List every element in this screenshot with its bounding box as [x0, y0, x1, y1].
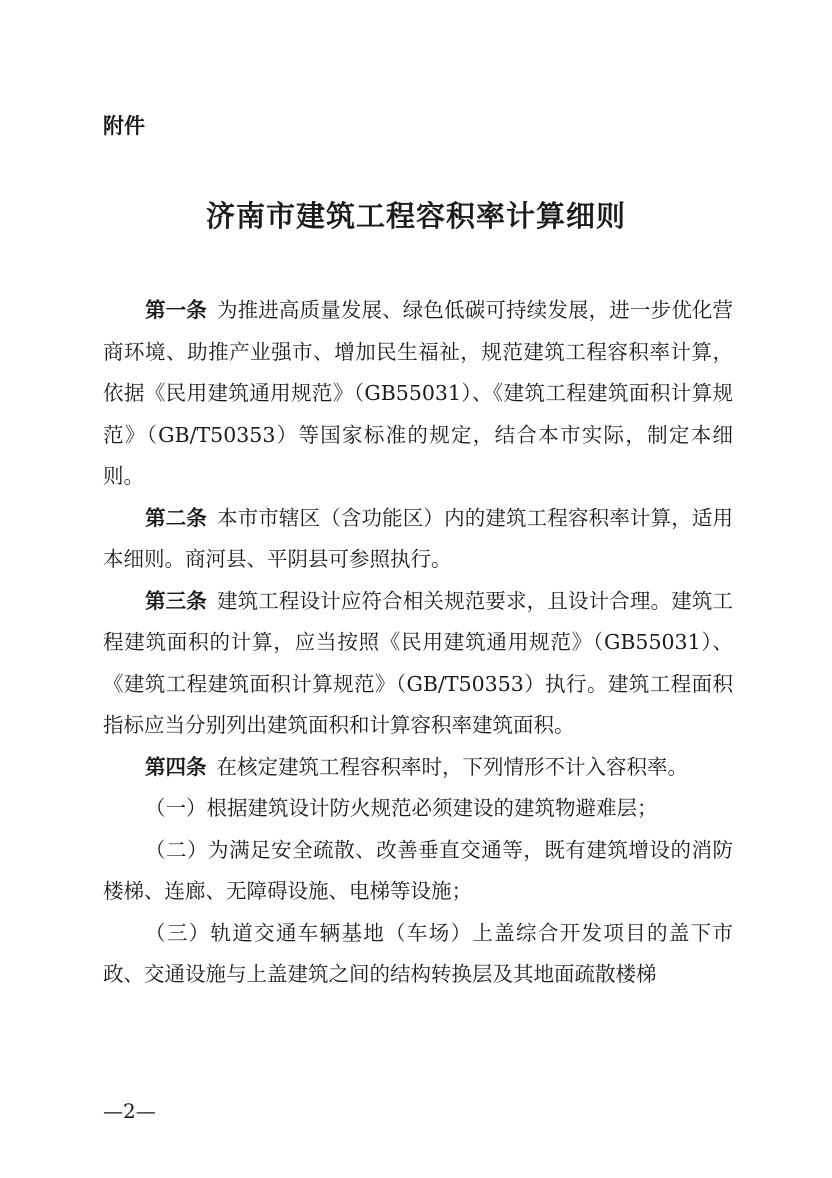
article-1-label: 第一条 — [145, 298, 207, 322]
attachment-label: 附件 — [103, 114, 145, 138]
article-1-text: 为推进高质量发展、绿色低碳可持续发展，进一步优化营商环境、助推产业强市、增加民生福祉，规范建筑工程容积率计算，依据《民用建筑通用规范》（GB55031）、《建筑工程建筑面积计算规范》（GB/T50353）等国家标准的规定，结合本市实际，制定本细则。 — [103, 298, 734, 488]
list-item-3: （三）轨道交通车辆基地（车场）上盖综合开发项目的盖下市政、交通设施与上盖建筑之间的结构转换层及其地面疏散楼梯 — [103, 920, 733, 986]
document-body — [103, 290, 733, 996]
article-2-label: 第二条 — [145, 505, 207, 530]
article-1 — [103, 290, 733, 498]
list-item-2: （二）为满足安全疏散、改善垂直交通等，既有建筑增设的消防楼梯、连廊、无障碍设施、电梯等设施； — [103, 837, 733, 903]
article-2-text: 本市市辖区（含功能区）内的建筑工程容积率计算，适用本细则。商河县、平阴县可参照执行。 — [103, 505, 734, 571]
page-number: —2— — [103, 1099, 156, 1123]
article-4-text: 在核定建筑工程容积率时，下列情形不计入容积率。 — [216, 754, 688, 779]
article-3 — [103, 581, 733, 747]
article-3-label: 第三条 — [145, 588, 207, 613]
article-4-label: 第四条 — [145, 754, 207, 779]
article-4 — [103, 747, 733, 789]
document-title: 济南市建筑工程容积率计算细则 — [205, 199, 626, 233]
article-2 — [103, 498, 733, 581]
article-3-text: 建筑工程设计应符合相关规范要求，且设计合理。建筑工程建筑面积的计算，应当按照《民用建筑通用规范》（GB55031）、《建筑工程建筑面积计算规范》（GB/T50353）执行。建筑工程面积指标应当分别列出建筑面积和计算容积率建筑面积。 — [103, 588, 734, 737]
list-item-1: （一）根据建筑设计防火规范必须建设的建筑物避难层； — [145, 796, 658, 820]
